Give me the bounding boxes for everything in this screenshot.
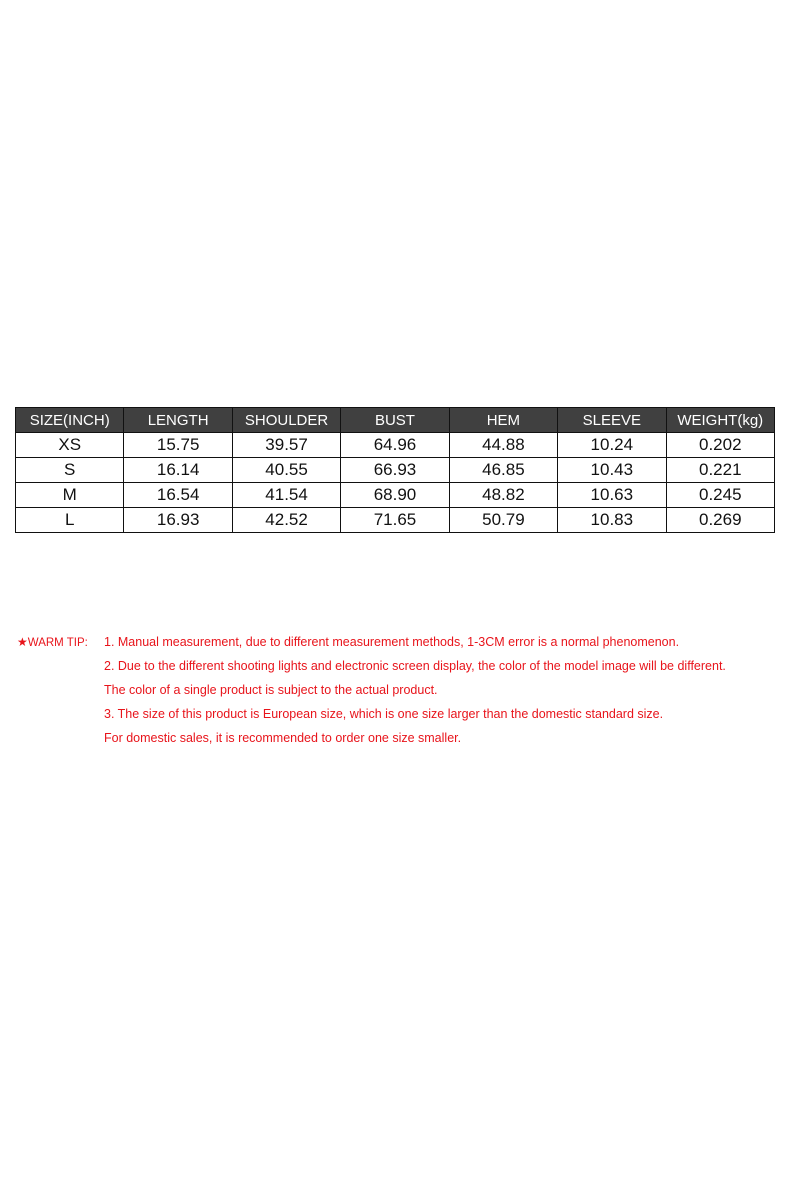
- star-icon: ★: [17, 635, 28, 649]
- warm-tip-section: [17, 632, 797, 752]
- cell-size: M: [16, 483, 124, 508]
- table-row: [16, 483, 775, 508]
- header-weight: WEIGHT(kg): [666, 408, 774, 433]
- warm-tip-line: 2. Due to the different shooting lights and electronic screen display, the color of the model image will be different.: [104, 659, 726, 673]
- table-row: [16, 433, 775, 458]
- cell-shoulder: 42.52: [232, 508, 340, 533]
- cell-hem: 50.79: [449, 508, 557, 533]
- cell-length: 16.93: [124, 508, 232, 533]
- warm-tip-row: [17, 680, 797, 704]
- cell-length: 16.14: [124, 458, 232, 483]
- cell-size: L: [16, 508, 124, 533]
- size-chart-table: [15, 407, 775, 533]
- header-length: LENGTH: [124, 408, 232, 433]
- cell-length: 16.54: [124, 483, 232, 508]
- cell-weight: 0.245: [666, 483, 774, 508]
- cell-sleeve: 10.83: [558, 508, 666, 533]
- header-size: SIZE(INCH): [16, 408, 124, 433]
- cell-shoulder: 41.54: [232, 483, 340, 508]
- cell-sleeve: 10.43: [558, 458, 666, 483]
- cell-weight: 0.202: [666, 433, 774, 458]
- header-bust: BUST: [341, 408, 449, 433]
- cell-hem: 48.82: [449, 483, 557, 508]
- cell-hem: 44.88: [449, 433, 557, 458]
- header-shoulder: SHOULDER: [232, 408, 340, 433]
- table-header-row: [16, 408, 775, 433]
- cell-sleeve: 10.63: [558, 483, 666, 508]
- cell-shoulder: 39.57: [232, 433, 340, 458]
- cell-weight: 0.269: [666, 508, 774, 533]
- warm-tip-line: The color of a single product is subject to the actual product.: [104, 683, 438, 697]
- table-row: [16, 508, 775, 533]
- cell-size: S: [16, 458, 124, 483]
- warm-tip-label: [17, 632, 104, 656]
- warm-tip-row: [17, 704, 797, 728]
- warm-tip-row: [17, 632, 797, 656]
- cell-bust: 71.65: [341, 508, 449, 533]
- cell-hem: 46.85: [449, 458, 557, 483]
- cell-shoulder: 40.55: [232, 458, 340, 483]
- warm-tip-row: [17, 728, 797, 752]
- header-hem: HEM: [449, 408, 557, 433]
- cell-length: 15.75: [124, 433, 232, 458]
- cell-bust: 64.96: [341, 433, 449, 458]
- warm-tip-line: 3. The size of this product is European size, which is one size larger than the domestic standard size.: [104, 707, 664, 721]
- table-row: [16, 458, 775, 483]
- header-sleeve: SLEEVE: [558, 408, 666, 433]
- cell-bust: 66.93: [341, 458, 449, 483]
- cell-weight: 0.221: [666, 458, 774, 483]
- warm-tip-label-text: WARM TIP:: [27, 637, 88, 649]
- warm-tip-row: [17, 656, 797, 680]
- cell-sleeve: 10.24: [558, 433, 666, 458]
- warm-tip-line: For domestic sales, it is recommended to order one size smaller.: [104, 731, 462, 745]
- cell-bust: 68.90: [341, 483, 449, 508]
- warm-tip-line: 1. Manual measurement, due to different measurement methods, 1-3CM error is a normal phenomenon.: [104, 635, 680, 649]
- cell-size: XS: [16, 433, 124, 458]
